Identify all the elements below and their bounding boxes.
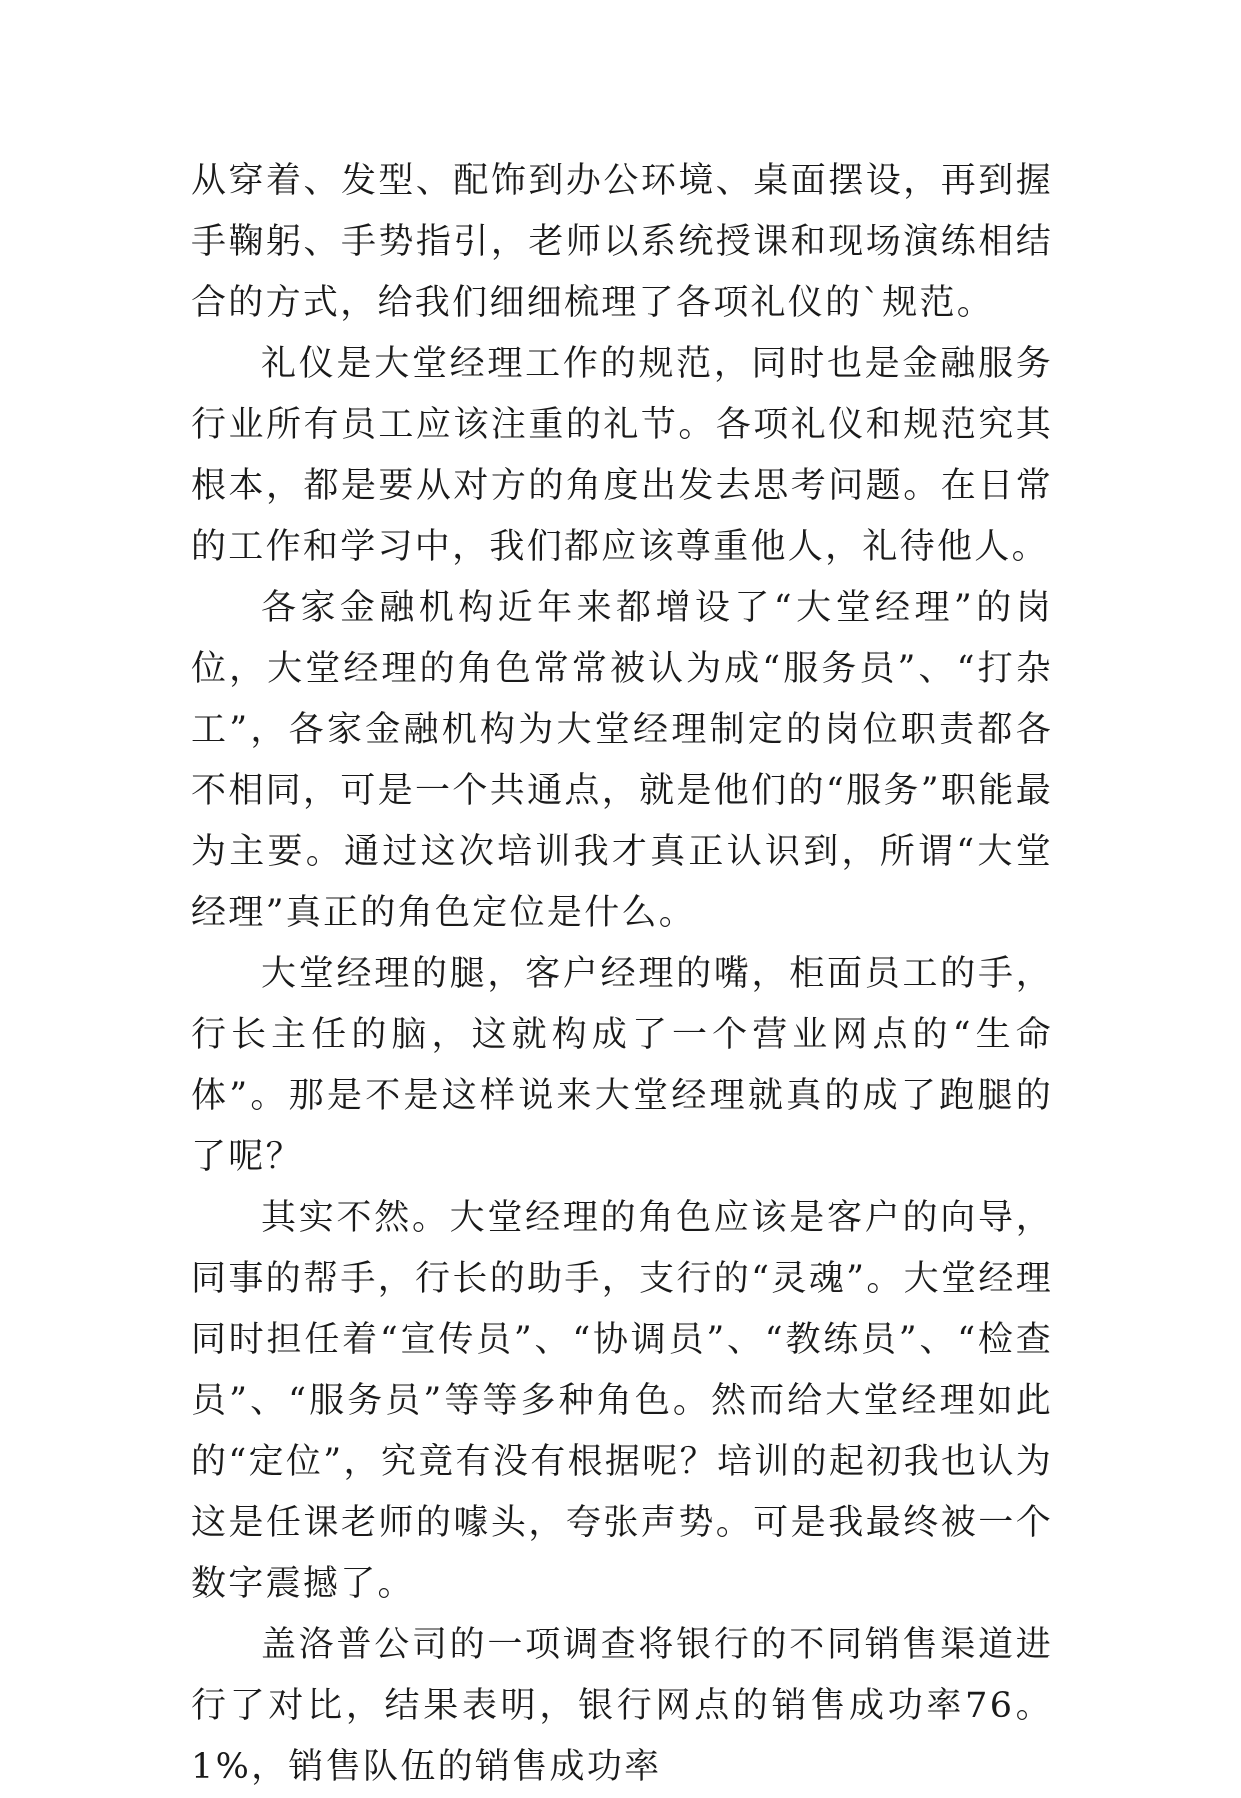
paragraph-role-definition: 其实不然。大堂经理的角色应该是客户的向导，同事的帮手，行长的助手，支行的“灵魂”。大堂经理同时担任着“宣传员”、“协调员”、“教练员”、“检查员”、“服务员”等等多种角色。然而给大堂经理如此的“定位”，究竟有没有根据呢？培训的起初我也认为这是任课老师的噱头，夸张声势。可是我最终被一个数字震撼了。	[191, 1198, 1053, 1604]
paragraph-etiquette-scope: 从穿着、发型、配饰到办公环境、桌面摆设，再到握手鞠躬、手势指引，老师以系统授课和现场演练相结合的方式，给我们细细梳理了各项礼仪的`规范。	[191, 161, 1053, 323]
paragraph-etiquette-meaning: 礼仪是大堂经理工作的规范，同时也是金融服务行业所有员工应该注重的礼节。各项礼仪和规范究其根本，都是要从对方的角度出发去思考问题。在日常的工作和学习中，我们都应该尊重他人，礼待他人。	[191, 344, 1053, 567]
paragraph-branch-lifeform: 大堂经理的腿，客户经理的嘴，柜面员工的手，行长主任的脑，这就构成了一个营业网点的“生命体”。那是不是这样说来大堂经理就真的成了跑腿的了呢？	[191, 954, 1053, 1177]
paragraph-gallup-survey: 盖洛普公司的一项调查将银行的不同销售渠道进行了对比，结果表明，银行网点的销售成功率76。1%，销售队伍的销售成功率	[191, 1625, 1053, 1787]
paragraph-lobby-manager-role: 各家金融机构近年来都增设了“大堂经理”的岗位，大堂经理的角色常常被认为成“服务员”、“打杂工”，各家金融机构为大堂经理制定的岗位职责都各不相同，可是一个共通点，就是他们的“服务”职能最为主要。通过这次培训我才真正认识到，所谓“大堂经理”真正的角色定位是什么。	[191, 588, 1053, 933]
document-body	[191, 151, 1053, 1798]
